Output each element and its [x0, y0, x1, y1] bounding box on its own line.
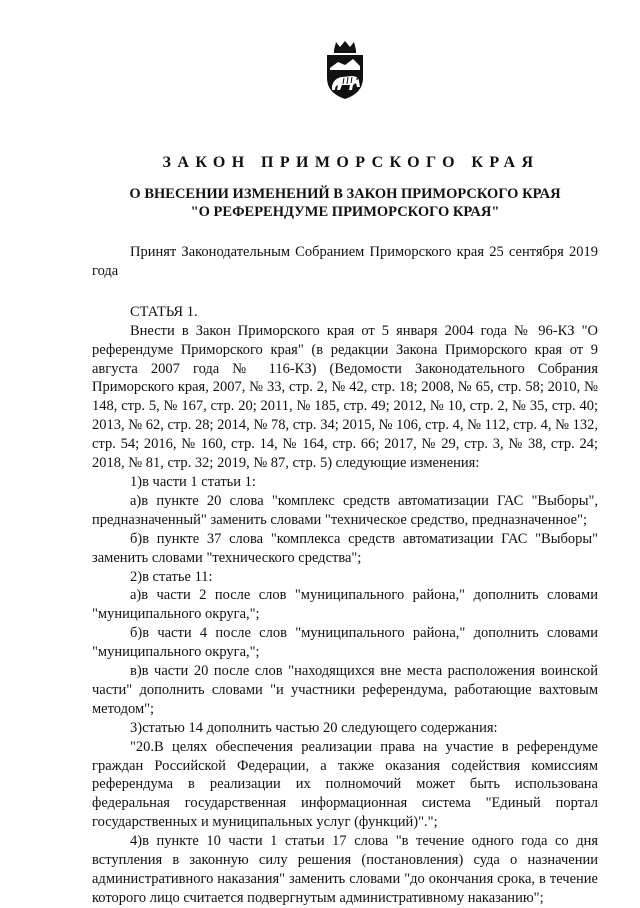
paragraph-item-2b: б)в части 4 после слов "муниципального района," дополнить словами "муниципального округа,";	[92, 625, 598, 661]
subtitle-line-1: О ВНЕСЕНИИ ИЗМЕНЕНИЙ В ЗАКОН ПРИМОРСКОГО КРАЯ	[129, 186, 561, 202]
article-heading: СТАТЬЯ 1.	[130, 303, 198, 320]
paragraph-item-1: 1)в части 1 статьи 1:	[130, 473, 256, 490]
paragraph-item-2a: а)в части 2 после слов "муниципального района," дополнить словами "муниципального округа,";	[92, 587, 598, 623]
paragraph-item-4: 4)в пункте 10 части 1 статьи 17 слова "в течение одного года со дня вступления в законную силу решения (постановления) суда о назначении административного наказания" заменить словами "до окончания срока, в течение которого лицо считается подвергнутым административному наказанию";	[92, 833, 598, 906]
paragraph-item-1a: а)в пункте 20 слова "комплекс средств автоматизации ГАС "Выборы", предназначенный" заменить словами "техническое средство, предназначенное";	[92, 492, 598, 528]
paragraph-item-2c: в)в части 20 после слов "находящихся вне места расположения воинской части" дополнить словами "и участники референдума, работающие вахтовым методом";	[92, 663, 598, 717]
paragraph-item-2: 2)в статье 11:	[130, 568, 213, 585]
coat-of-arms-emblem	[320, 40, 370, 100]
paragraph-item-3: 3)статью 14 дополнить частью 20 следующего содержания:	[130, 719, 498, 736]
paragraph-amendment-intro: Внести в Закон Приморского края от 5 января 2004 года № 96-КЗ "О референдуме Приморского края" (в редакции Закона Приморского края от 9 августа 2007 года № 116-КЗ) (Ведомости Законодательного Собрания Приморского края, 2007, № 33, стр. 2, № 42, стр. 18; 2008, № 65, стр. 58; 2010, № 148, стр. 5, № 167, стр. 20; 2011, № 185, стр. 49; 2012, № 10, стр. 2, № 35, стр. 40; 2013, № 62, стр. 28; 2014, № 78, стр. 34; 2015, № 106, стр. 4, № 112, стр. 4, № 132, стр. 54; 2016, № 160, стр. 14, № 164, стр. 66; 2017, № 29, стр. 3, № 38, стр. 24; 2018, № 81, стр. 32; 2019, № 87, стр. 5) следующие изменения:	[92, 322, 598, 472]
paragraph-item-1b: б)в пункте 37 слова "комплекса средств автоматизации ГАС "Выборы" заменить словами "технического средства";	[92, 530, 598, 566]
document-page	[92, 40, 598, 908]
law-title: ЗАКОН ПРИМОРСКОГО КРАЯ	[162, 154, 540, 171]
law-subtitle	[92, 185, 598, 221]
accepted-statement: Принят Законодательным Собранием Приморского края 25 сентября 2019 года	[92, 244, 598, 279]
paragraph-item-3-content: "20.В целях обеспечения реализации права на участие в референдуме граждан Российской Федерации, а также оказания содействия комиссиям референдума в реализации их полномочий может быть использована федеральная государственная информационная система "Единый портал государственных и муниципальных услуг (функций)".";	[92, 738, 598, 831]
subtitle-line-2: "О РЕФЕРЕНДУМЕ ПРИМОРСКОГО КРАЯ"	[190, 204, 500, 220]
emblem-container	[92, 40, 598, 100]
